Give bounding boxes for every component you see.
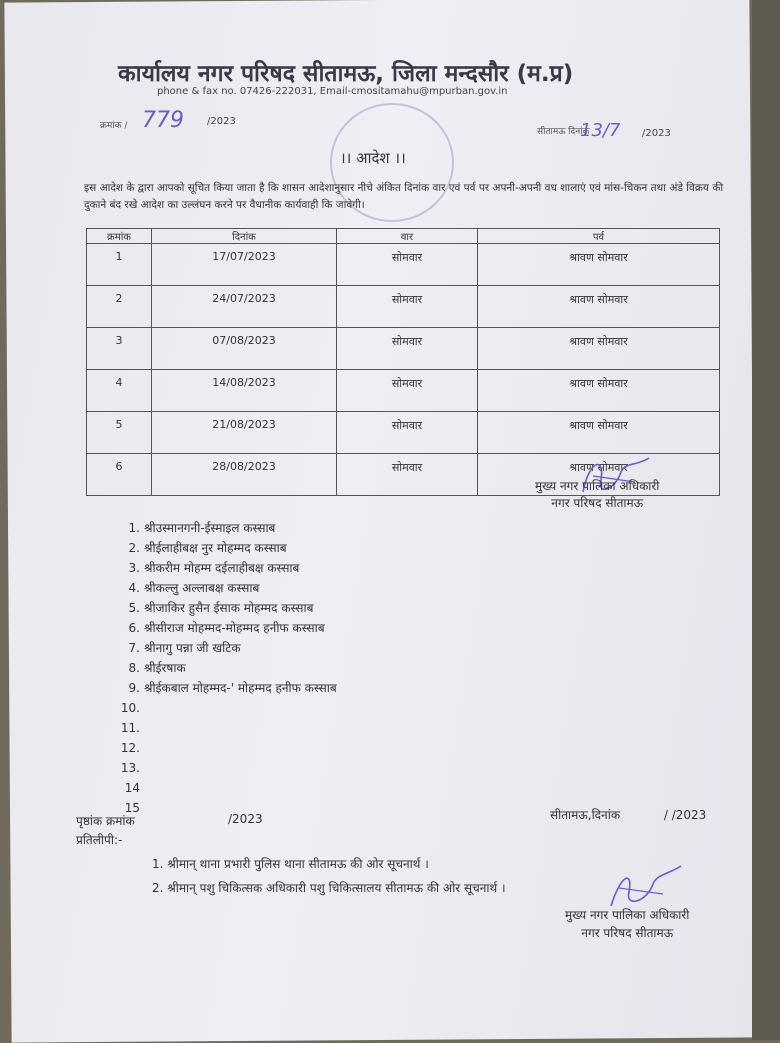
col-date: दिनांक [152, 229, 337, 244]
recipient-name: श्रीकल्लु अल्लाबक्ष कस्साब [144, 581, 260, 595]
list-item [112, 558, 337, 578]
recipient-name: श्रीईकबाल मोहम्मद-' मोहम्मद हनीफ कस्साब [144, 681, 337, 695]
copy-item: 1. श्रीमान् थाना प्रभारी पुलिस थाना सीतामऊ की ओर सूचनार्थ । [152, 857, 429, 871]
recipient-name: श्रीसीराज मोहम्मद-मोहम्मद हनीफ कस्साब [144, 621, 325, 635]
contact-line: phone & fax no. 07426-222031, Email-cmositamahu@mpurban.gov.in [157, 86, 508, 97]
endorsement-year: /2023 [228, 812, 263, 826]
recipient-number: 4. [128, 581, 140, 595]
list-item [112, 578, 337, 598]
cell-day: सोमवार [337, 328, 478, 370]
recipient-number: 15 [124, 801, 140, 815]
cell-festival: श्रावण सोमवार [478, 454, 720, 496]
copy-item: 2. श्रीमान् पशु चिकित्सक अधिकारी पशु चिकित्सालय सीतामऊ की ओर सूचनार्थ । [152, 881, 506, 895]
table-row [87, 328, 720, 370]
recipient-name: श्रीकरीम मोहम्म दईलाहीबक्ष कस्साब [144, 561, 300, 575]
order-paragraph: इस आदेश के द्वारा आपको सूचित किया जाता है कि शासन आदेशानुसार नीचे अंकित दिनांक वार एवं पर्व पर अपनी-अपनी वध शालाएं एवं मांस-चिकन तथा अंडे विक्रय की दुकाने बंद रखे आदेश का उल्लंघन करने पर वैधानीक कार्यवाही कि जावेगी। [84, 182, 724, 211]
cell-festival: श्रावण सोमवार [478, 328, 720, 370]
list-item [112, 658, 337, 678]
list-item [112, 638, 337, 658]
list-item [112, 718, 337, 738]
cell-date: 07/08/2023 [152, 328, 337, 370]
copies-list [152, 852, 506, 900]
endorsement-label: पृष्ठांक क्रमांक [76, 814, 135, 828]
table-row [87, 370, 720, 412]
table-header-row [87, 229, 720, 244]
table-row [87, 412, 720, 454]
cell-date: 24/07/2023 [152, 286, 337, 328]
signatory-office: नगर परिषद सीतामऊ [551, 496, 644, 510]
cell-serial: 6 [87, 454, 152, 496]
recipient-number: 8. [128, 661, 140, 675]
cell-serial: 1 [87, 244, 152, 286]
cell-day: सोमवार [337, 244, 478, 286]
col-day: वार [337, 229, 478, 244]
list-item [112, 678, 337, 698]
table-row [87, 244, 720, 286]
date-year: /2023 [642, 128, 671, 139]
cell-festival: श्रावण सोमवार [478, 412, 720, 454]
cell-festival: श्रावण सोमवार [478, 244, 720, 286]
recipient-number: 10. [120, 701, 140, 715]
col-serial: क्रमांक [87, 229, 152, 244]
cell-day: सोमवार [337, 412, 478, 454]
list-item [112, 778, 337, 798]
list-item [112, 618, 337, 638]
cell-serial: 3 [87, 328, 152, 370]
recipient-number: 9. [128, 681, 140, 695]
col-festival: पर्व [478, 229, 720, 244]
recipient-name: श्रीउस्मानगनी-ईस्माइल कस्साब [144, 521, 276, 535]
list-item [112, 518, 337, 538]
recipient-number: 14 [124, 781, 140, 795]
cell-serial: 4 [87, 370, 152, 412]
date-label: सीतामऊ दिनांक [537, 127, 590, 137]
cell-date: 21/08/2023 [152, 412, 337, 454]
signatory-title: मुख्य नगर पालिका अधिकारी [535, 479, 660, 493]
cell-date: 17/07/2023 [152, 244, 337, 286]
recipient-number: 5. [128, 601, 140, 615]
ref-number: 779 [142, 108, 184, 133]
signatory-block [535, 478, 659, 512]
date-value: 13/7 [580, 120, 621, 141]
recipient-name: श्रीनागु पन्ना जी खटिक [144, 641, 241, 655]
cell-festival: श्रावण सोमवार [478, 286, 720, 328]
place-date-label: सीतामऊ,दिनांक [550, 808, 621, 822]
list-item [112, 698, 337, 718]
recipient-number: 7. [128, 641, 140, 655]
recipient-number: 3. [128, 561, 140, 575]
footer-left [76, 812, 135, 850]
cell-festival: श्रावण सोमवार [478, 370, 720, 412]
list-item [112, 758, 337, 778]
ref-year: /2023 [207, 116, 236, 127]
table-row [87, 286, 720, 328]
cell-date: 28/08/2023 [152, 454, 337, 496]
list-item [112, 798, 337, 818]
footer-date-year: / /2023 [663, 808, 707, 822]
recipient-number: 13. [120, 761, 140, 775]
cell-day: सोमवार [337, 370, 478, 412]
list-item [112, 538, 337, 558]
cell-day: सोमवार [337, 454, 478, 496]
cell-date: 14/08/2023 [152, 370, 337, 412]
cell-serial: 5 [87, 412, 152, 454]
office-title: कार्यालय नगर परिषद सीतामऊ, जिला मन्दसौर (म.प्र) [118, 61, 574, 87]
recipient-number: 11. [120, 721, 140, 735]
signatory-block-2 [565, 906, 689, 942]
recipient-list [112, 518, 337, 818]
recipient-name: श्रीजाकिर हुसैन ईसाक मोहम्मद कस्साब [144, 601, 314, 615]
recipient-number: 2. [128, 541, 140, 555]
officer-signature-2 [605, 862, 685, 912]
background-edge [752, 0, 780, 1040]
order-heading: ।। आदेश ।। [340, 149, 406, 167]
list-item [112, 738, 337, 758]
cell-day: सोमवार [337, 286, 478, 328]
recipient-number: 1. [128, 521, 140, 535]
cell-serial: 2 [87, 286, 152, 328]
ref-label: क्रमांक / [100, 121, 128, 131]
copy-label: प्रतिलीपी:- [76, 833, 123, 847]
recipient-number: 6. [128, 621, 140, 635]
list-item [112, 598, 337, 618]
recipient-number: 12. [120, 741, 140, 755]
signatory-title-2: मुख्य नगर पालिका अधिकारी [565, 908, 690, 922]
recipient-name: श्रीईरषाक [144, 661, 186, 675]
signatory-office-2: नगर परिषद सीतामऊ [581, 926, 674, 940]
footer-date [550, 806, 706, 823]
recipient-name: श्रीईलाहीबक्ष नुर मोहम्मद कस्साब [144, 541, 287, 555]
